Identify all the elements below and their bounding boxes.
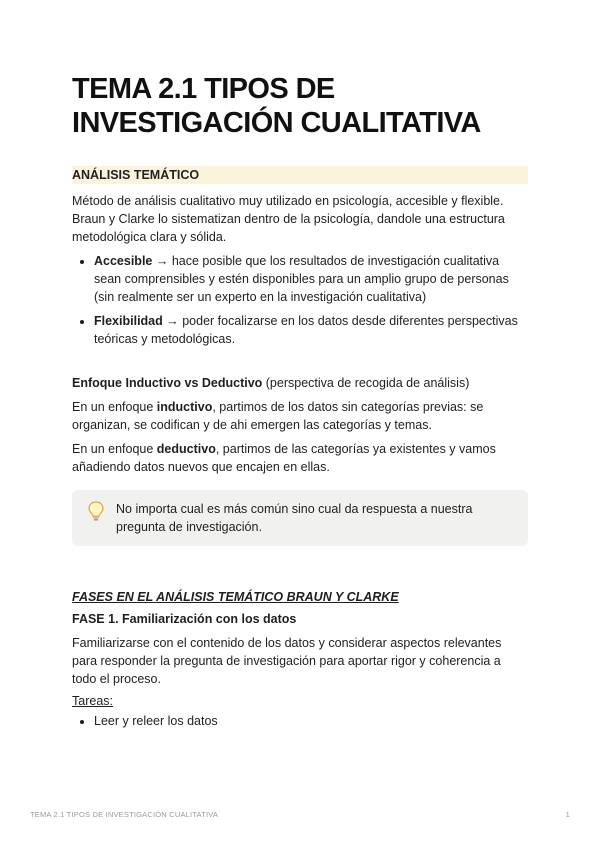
phase1-heading: FASE 1. Familiarización con los datos <box>72 612 297 626</box>
callout-box <box>72 490 528 546</box>
inductive-paragraph <box>72 398 528 434</box>
document-page <box>72 72 528 736</box>
approach-heading-bold: Enfoque Inductivo vs Deductivo <box>72 376 263 390</box>
phase1-paragraph: Familiarizarse con el contenido de los datos y considerar aspectos relevantes para responder la pregunta de investigación para aportar rigor y coherencia a todo el proceso. <box>72 636 502 686</box>
list-item: • Leer y releer los datos <box>94 712 528 730</box>
bullet-term: Accesible <box>94 254 153 268</box>
intro-paragraph: Método de análisis cualitativo muy utilizado en psicología, accesible y flexible. Braun y Clarke lo sistematizan dentro de la psicología, dandole una estructura metodológica clara y sólida. <box>72 194 505 244</box>
callout-text: No importa cual es más común sino cual da respuesta a nuestra pregunta de investigación. <box>116 502 473 534</box>
bullet-term: Flexibilidad <box>94 314 163 328</box>
tasks-list <box>72 712 528 730</box>
text-span: En un enfoque <box>72 442 157 456</box>
bullet-text: → hace posible que los resultados de investigación cualitativa sean comprensibles y estén disponibles para un amplio grupo de personas (sin realmente ser un experto en la investigación cualitativa) <box>94 254 509 304</box>
approach-heading <box>72 374 528 392</box>
text-span: , partimos de los datos sin categorías previas: se organizan, se codifican y de ahi emergen las categorías y temas. <box>72 400 484 432</box>
phases-heading: FASES EN EL ANÁLISIS TEMÁTICO BRAUN Y CLARKE <box>72 590 399 604</box>
inductive-term: inductivo <box>156 400 213 414</box>
features-list <box>72 252 528 348</box>
section-heading: ANÁLISIS TEMÁTICO <box>72 166 528 184</box>
page-number: 1 <box>565 810 570 819</box>
text-span: En un enfoque <box>72 400 157 414</box>
footer-title: TEMA 2.1 TIPOS DE INVESTIGACIÓN CUALITATIVA <box>30 810 219 819</box>
list-item <box>94 312 528 348</box>
bullet-text: → poder focalizarse en los datos desde diferentes perspectivas teóricas y metodológicas. <box>94 314 518 346</box>
list-item <box>94 252 528 306</box>
approach-heading-rest: (perspectiva de recogida de análisis) <box>262 376 470 390</box>
page-footer <box>30 810 570 819</box>
deductive-paragraph <box>72 440 528 476</box>
lightbulb-icon <box>86 500 106 522</box>
page-title: TEMA 2.1 TIPOS DE INVESTIGACIÓN CUALITATIVA <box>72 73 481 139</box>
tasks-label: Tareas: <box>72 694 113 708</box>
text-span: , partimos de las categorías ya existentes y vamos añadiendo datos nuevos que encajen en ellas. <box>72 442 496 474</box>
deductive-term: deductivo <box>156 442 216 456</box>
